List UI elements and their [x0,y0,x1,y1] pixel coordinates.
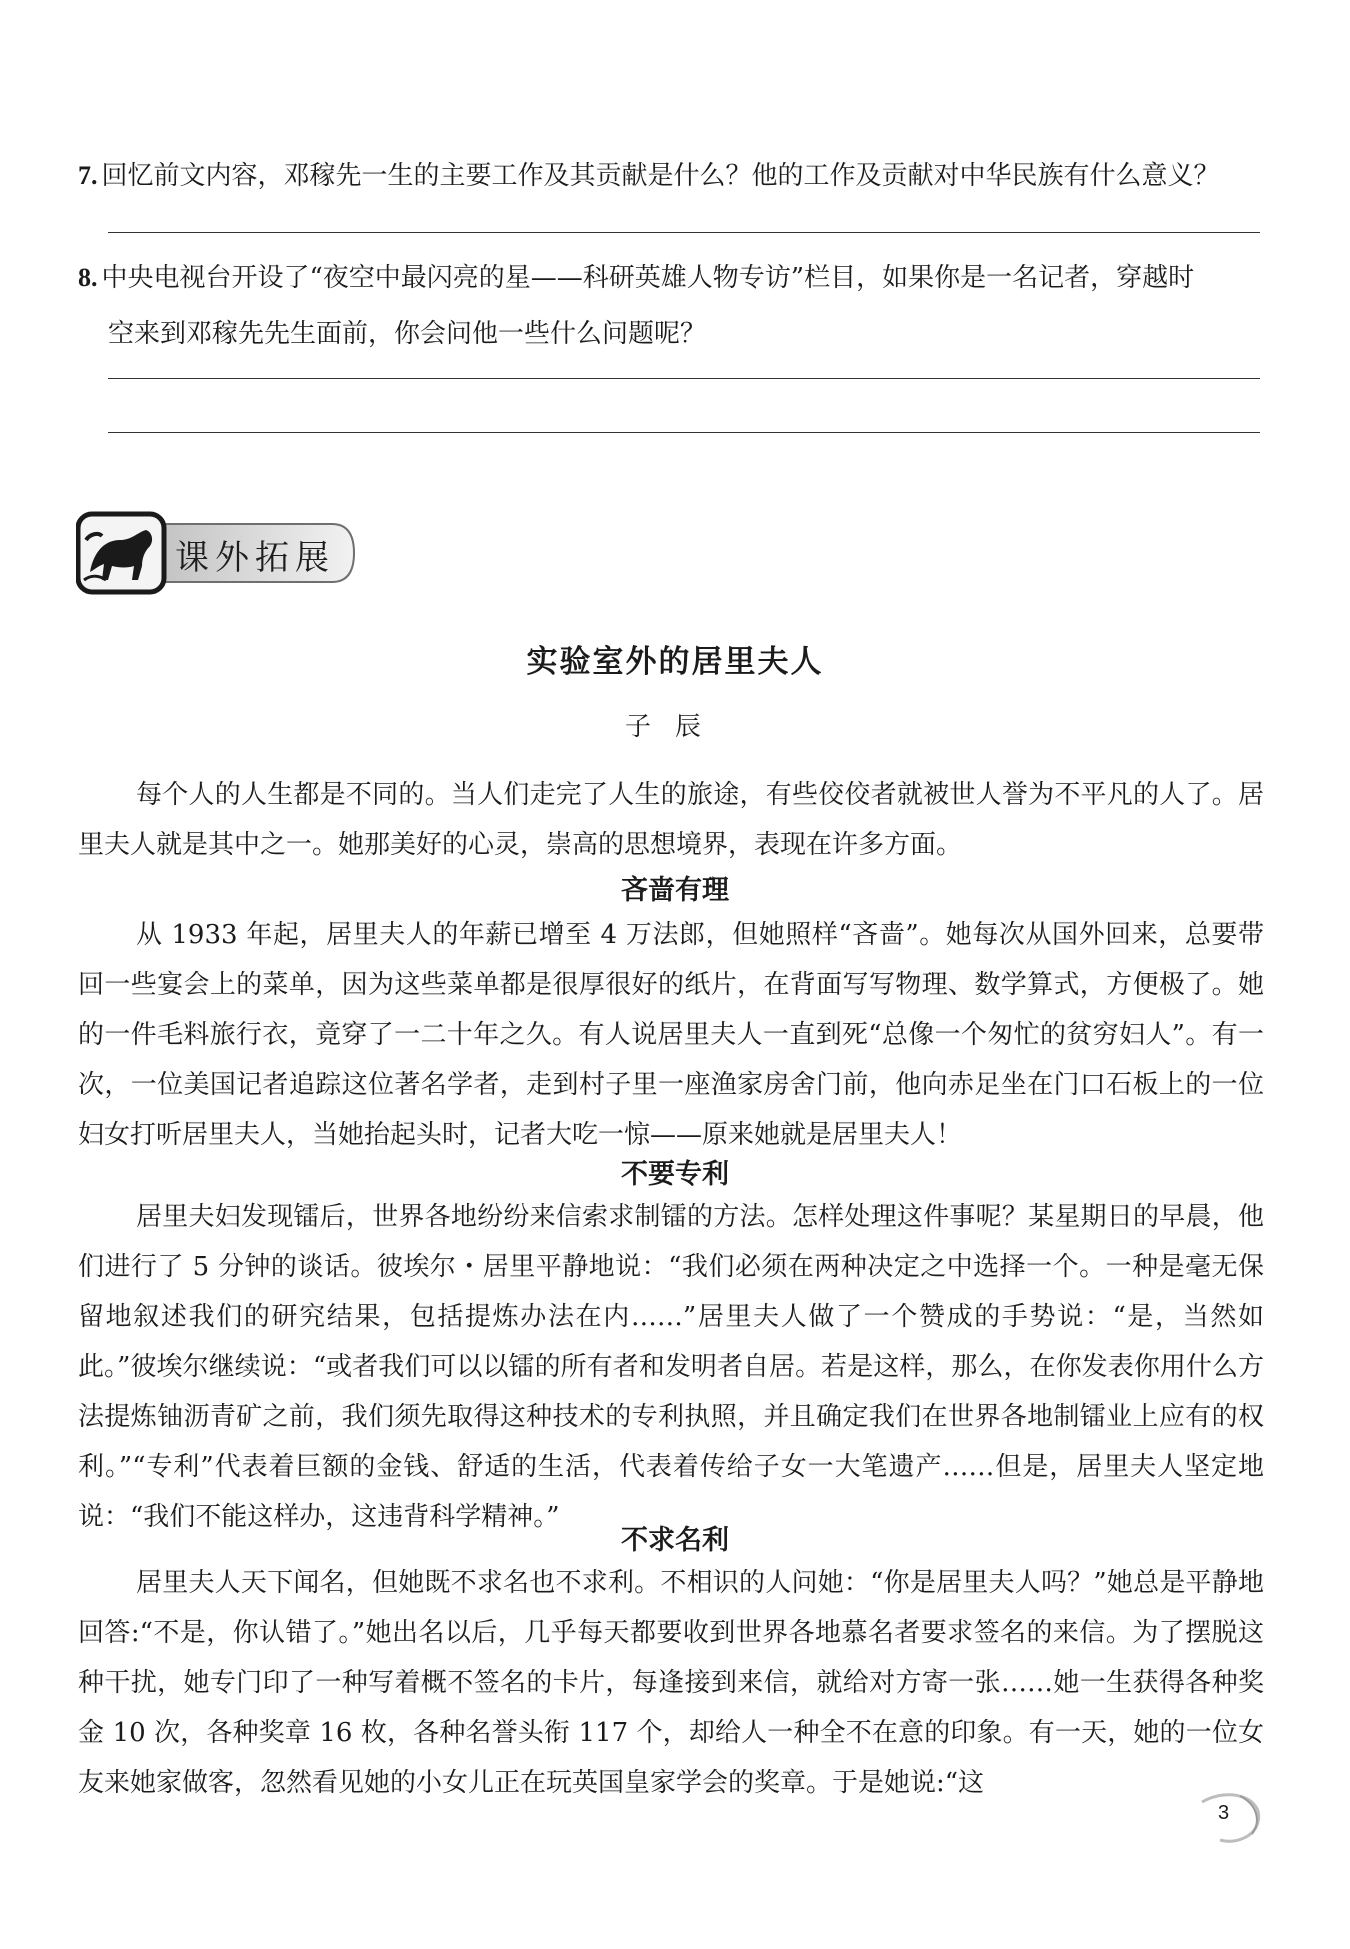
page-number: 3 [1218,1802,1230,1824]
question-number: 7. [78,161,98,190]
answer-line[interactable] [108,378,1260,379]
horse-emblem-icon [78,514,164,592]
article-title: 实验室外的居里夫人 [526,644,824,680]
question-number: 8. [78,263,98,292]
question-text: 中央电视台开设了“夜空中最闪亮的星——科研英雄人物专访”栏目，如果你是一名记者，穿越时 [101,263,1195,293]
section-heading: 吝啬有理 [621,875,729,906]
article-intro: 每个人的人生都是不同的。当人们走完了人生的旅途，有些佼佼者就被世人誉为不平凡的人了。居里夫人就是其中之一。她那美好的心灵，崇高的思想境界，表现在许多方面。 [78,780,1264,860]
answer-line[interactable] [108,232,1260,233]
section-title: 课外拓展 [175,538,335,578]
section-paragraph: 居里夫妇发现镭后，世界各地纷纷来信索求制镭的方法。怎样处理这件事呢？某星期日的早晨，他们进行了 5 分钟的谈话。彼埃尔・居里平静地说：“我们必须在两种决定之中选择一个。一种是毫无保留地叙述我们的研究结果，包括提炼办法在内……”居里夫人做了一个赞成的手势说：“是，当然如此。”彼埃尔继续说：“或者我们可以以镭的所有者和发明者自居。若是这样，那么，在你发表你用什么方法提炼铀沥青矿之前，我们须先取得这种技术的专利执照，并且确定我们在世界各地制镭业上应有的权利。”“专利”代表着巨额的金钱、舒适的生活，代表着传给子女一大笔遗产……但是，居里夫人坚定地说：“我们不能这样办，这违背科学精神。” [78,1202,1264,1532]
page-number-swirl-icon [1190,1786,1270,1846]
question-8 [78,250,1268,362]
question-7 [78,148,1268,204]
section-paragraph: 从 1933 年起，居里夫人的年薪已增至 4 万法郎，但她照样“吝啬”。她每次从国外回来，总要带回一些宴会上的菜单，因为这些菜单都是很厚很好的纸片，在背面写写物理、数学算式，方便极了。她的一件毛料旅行衣，竟穿了一二十年之久。有人说居里夫人一直到死“总像一个匆忙的贫穷妇人”。有一次，一位美国记者追踪这位著名学者，走到村子里一座渔家房舍门前，他向赤足坐在门口石板上的一位妇女打听居里夫人，当她抬起头时，记者大吃一惊——原来她就是居里夫人！ [78,920,1264,1150]
section-heading: 不求名利 [621,1525,729,1556]
answer-line[interactable] [108,432,1260,433]
section-paragraph: 居里夫人天下闻名，但她既不求名也不求利。不相识的人问她：“你是居里夫人吗？”她总是平静地回答:“不是，你认错了。”她出名以后，几乎每天都要收到世界各地慕名者要求签名的来信。为了摆脱这种干扰，她专门印了一种写着概不签名的卡片，每逢接到来信，就给对方寄一张……她一生获得各种奖金 10 次，各种奖章 16 枚，各种名誉头衔 117 个，却给人一种全不在意的印象。有一天，她的一位女友来她家做客，忽然看见她的小女儿正在玩英国皇家学会的奖章。于是她说:“这 [78,1568,1264,1798]
question-text-continued: 空来到邓稼先先生面前，你会问他一些什么问题呢？ [108,319,707,349]
article-author: 子辰 [624,712,725,742]
section-heading: 不要专利 [621,1159,729,1190]
question-text: 回忆前文内容，邓稼先一生的主要工作及其贡献是什么？他的工作及贡献对中华民族有什么意义？ [101,161,1220,191]
